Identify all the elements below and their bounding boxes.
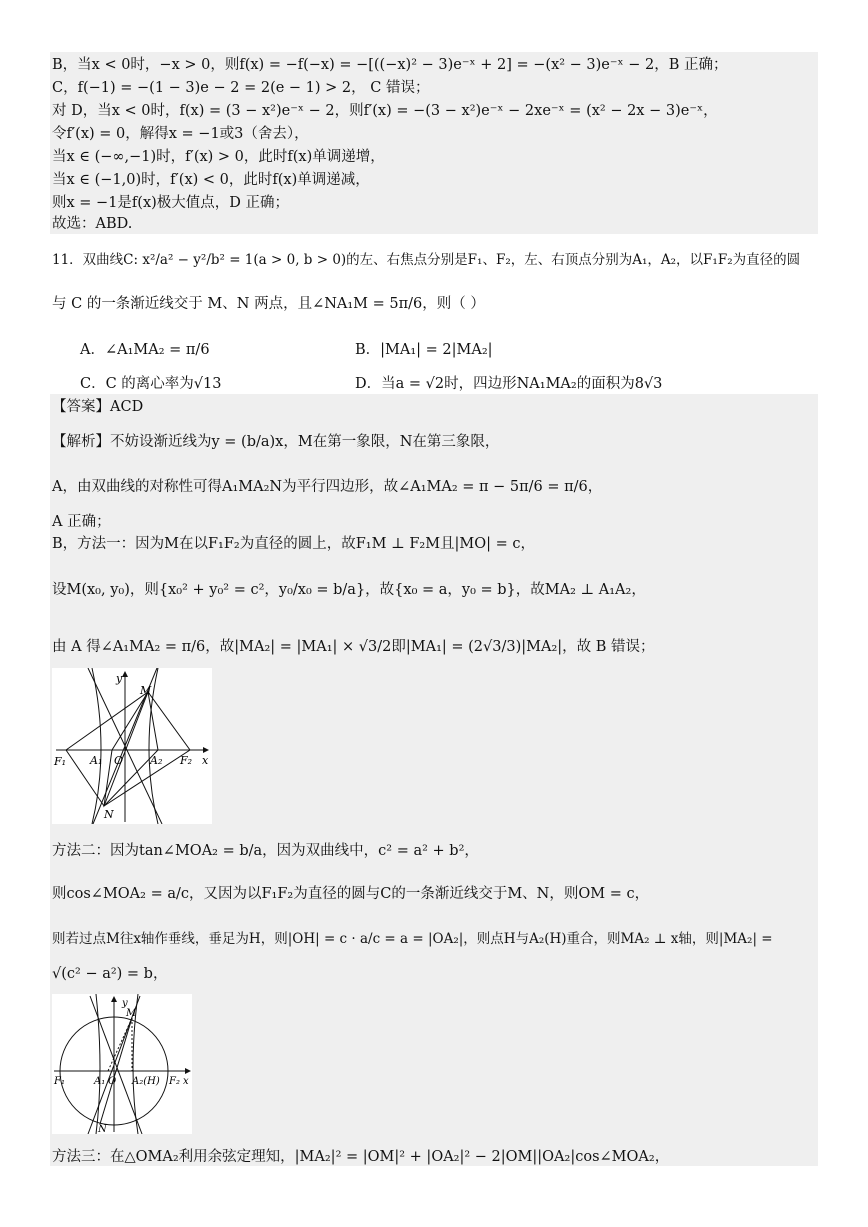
option-a: A．∠A₁MA₂ = π/6 — [80, 342, 210, 358]
figure-1-svg — [52, 668, 212, 824]
label-f1: F₁ — [54, 1076, 65, 1087]
solution-line-d3: 当x ∈ (−∞,−1)时，f′(x) > 0，此时f(x)单调递增， — [52, 149, 385, 165]
method2-line-1: 方法二：因为tan∠MOA₂ = b/a，因为双曲线中，c² = a² + b²， — [52, 843, 479, 859]
method2-line-2: 则cos∠MOA₂ = a/c，又因为以F₁F₂为直径的圆与C的一条渐近线交于M、N，则OM = c， — [52, 886, 650, 902]
method3-line: 方法三：在△OMA₂利用余弦定理知，|MA₂|² = |OM|² + |OA₂|² − 2|OM||OA₂|cos∠MOA₂， — [52, 1149, 670, 1165]
answer-line: 【答案】ACD — [52, 399, 144, 415]
figure-2 — [52, 994, 192, 1134]
label-a1: A₁ — [90, 754, 103, 767]
option-c: C．C 的离心率为√13 — [80, 376, 222, 392]
method2-line-4: √(c² − a²) = b， — [52, 966, 168, 982]
analysis-line-5: 设M(x₀, y₀)，则{x₀² + y₀² = c²，y₀/x₀ = b/a}，故{x₀ = a，y₀ = b}，故MA₂ ⊥ A₁A₂， — [52, 582, 646, 598]
label-n: N — [104, 808, 114, 821]
solution-line-d: 对 D，当x < 0时，f(x) = (3 − x²)e⁻ˣ − 2，则f′(x) = −(3 − x²)e⁻ˣ − 2xe⁻ˣ = (x² − 2x − 3)e⁻ˣ， — [52, 103, 718, 119]
question-line-1: 11．双曲线C: x²/a² − y²/b² = 1(a > 0, b > 0)的左、右焦点分别是F₁、F₂，左、右顶点分别为A₁，A₂，以F₁F₂为直径的圆 — [52, 252, 801, 268]
label-a2h: A₂(H) — [132, 1076, 160, 1087]
analysis-line-2: A，由双曲线的对称性可得A₁MA₂N为平行四边形，故∠A₁MA₂ = π − 5π/6 = π/6， — [52, 479, 603, 495]
label-f2: F₂ — [180, 754, 193, 767]
label-x: x — [202, 754, 209, 767]
hyperbola-left-branch — [96, 994, 100, 1134]
label-m: M — [140, 684, 152, 697]
method2-line-3: 则若过点M往x轴作垂线，垂足为H，则|OH| = c · a/c = a = |OA₂|，则点H与A₂(H)重合，则MA₂ ⊥ x轴，则|MA₂| = — [52, 931, 773, 947]
analysis-line-4: B，方法一：因为M在以F₁F₂为直径的圆上，故F₁M ⊥ F₂M且|MO| = c， — [52, 536, 536, 552]
focal-quadrilateral — [66, 692, 193, 806]
figure-2-svg — [52, 994, 192, 1134]
question-line-2: 与 C 的一条渐近线交于 M、N 两点，且∠NA₁M = 5π/6，则（ ） — [52, 296, 485, 312]
analysis-line-6: 由 A 得∠A₁MA₂ = π/6，故|MA₂| = |MA₁| × √3/2即|MA₁| = (2√3/3)|MA₂|，故 B 错误； — [52, 639, 655, 655]
label-n: N — [98, 1124, 107, 1134]
label-f1: F₁ — [54, 755, 67, 768]
solution-line-d4: 当x ∈ (−1,0)时，f′(x) < 0，此时f(x)单调递减， — [52, 172, 370, 188]
solution-line-c: C，f(−1) = −(1 − 3)e − 2 = 2(e − 1) > 2， C 错误； — [52, 80, 430, 96]
label-m: M — [126, 1008, 137, 1019]
label-f2: F₂ — [169, 1076, 180, 1087]
analysis-line-1: 【解析】不妨设渐近线为y = (b/a)x，M在第一象限，N在第三象限， — [52, 434, 500, 450]
segment-mn — [104, 692, 148, 806]
solution-line-b: B，当x < 0时，−x > 0，则f(x) = −f(−x) = −[((−x)² − 3)e⁻ˣ + 2] = −(x² − 3)e⁻ˣ − 2，B 正确； — [52, 57, 728, 73]
label-o: O — [114, 754, 124, 767]
label-x: x — [183, 1076, 189, 1087]
solution-line-d2: 令f′(x) = 0，解得x = −1或3（舍去）， — [52, 126, 309, 142]
label-y: y — [116, 672, 123, 685]
label-a2: A₂ — [150, 754, 163, 767]
figure-1 — [52, 668, 212, 824]
segment-ma1 — [108, 1018, 132, 1071]
solution-line-d5: 则x = −1是f(x)极大值点，D 正确； — [52, 195, 290, 211]
option-b: B．|MA₁| = 2|MA₂| — [355, 342, 493, 358]
label-y: y — [122, 998, 128, 1009]
option-d: D．当a = √2时，四边形NA₁MA₂的面积为8√3 — [355, 376, 663, 392]
solution-choice: 故选：ABD. — [52, 216, 133, 232]
label-o: O — [108, 1076, 117, 1087]
label-a1: A₁ — [94, 1076, 106, 1087]
analysis-line-3: A 正确； — [52, 514, 111, 530]
